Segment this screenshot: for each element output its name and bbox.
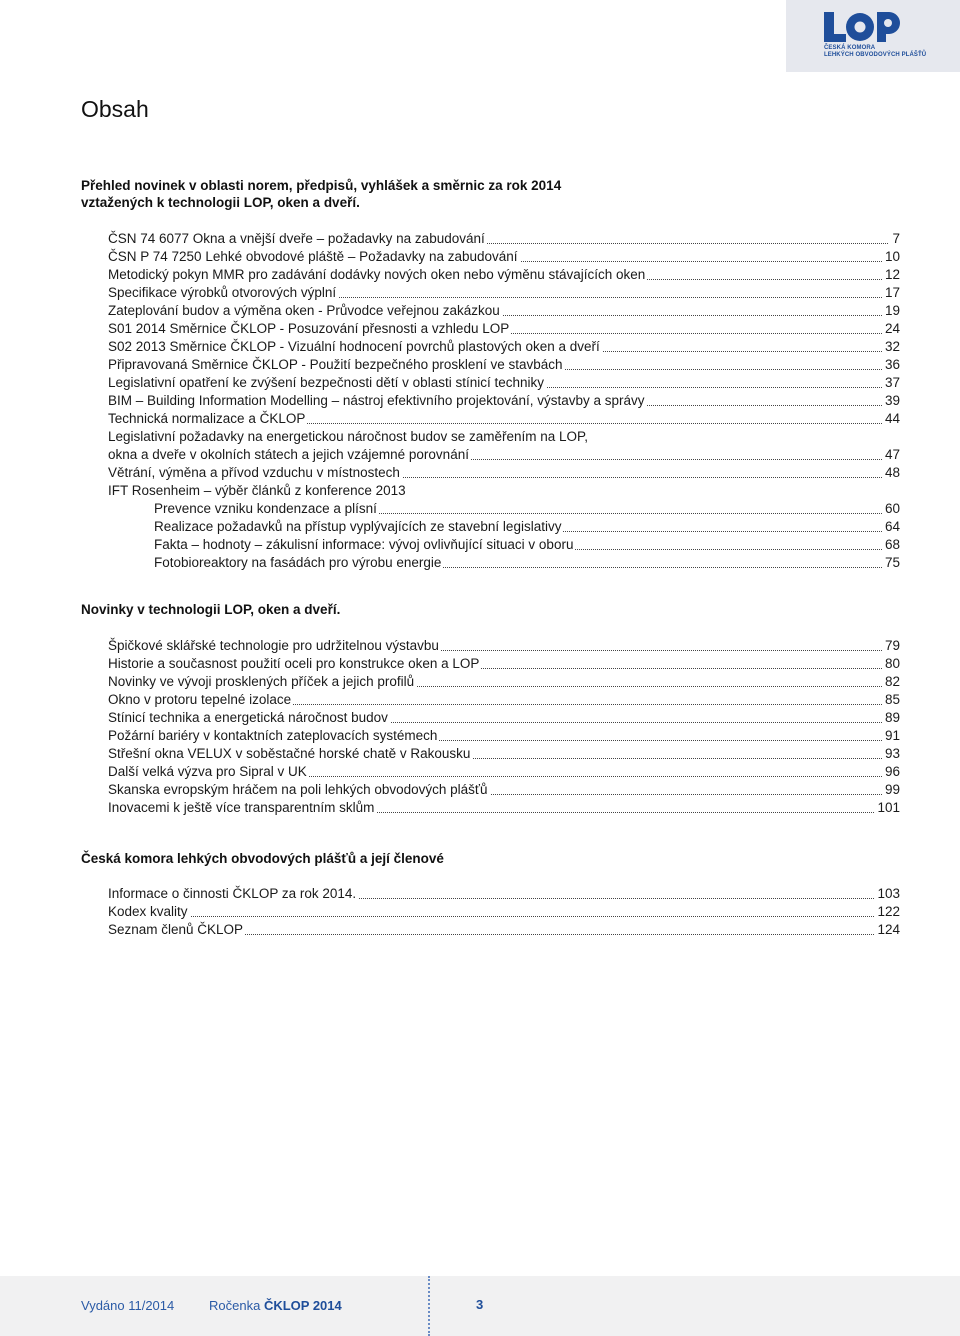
toc-entry-page: 7 [889, 230, 900, 248]
toc-entry-page: 36 [882, 356, 900, 374]
toc-entry-title: Prevence vzniku kondenzace a plísní [154, 501, 377, 516]
toc-entry-title: Inovacemi k ještě více transparentním sklům [108, 800, 375, 815]
toc-entry-title: Zateplování budov a výměna oken - Průvodce veřejnou zakázkou [108, 303, 500, 318]
toc-entry-title: Specifikace výrobků otvorových výplní [108, 285, 337, 300]
toc-entry-page: 68 [882, 536, 900, 554]
toc-entry[interactable] [108, 536, 900, 554]
cklop-logo [786, 0, 960, 72]
toc-entry-page: 124 [874, 921, 900, 939]
toc-entry-title: Metodický pokyn MMR pro zadávání dodávky nových oken nebo výměnu stávajících oken [108, 267, 646, 282]
toc-entry-title: Kodex kvality [108, 904, 188, 919]
toc-entry[interactable] [108, 374, 900, 392]
toc-entry[interactable] [108, 763, 900, 781]
toc-entry-title: Realizace požadavků na přístup vyplývajících ze stavební legislativy [154, 519, 562, 534]
toc-entry-page: 37 [882, 374, 900, 392]
section-heading-news-standards: Přehled novinek v oblasti norem, předpisů, vyhlášek a směrnic za rok 2014 vztažených k technologii LOP, oken a dveří. [81, 178, 562, 210]
toc-entry[interactable] [108, 410, 900, 428]
toc-entry-page: 32 [882, 338, 900, 356]
toc-entry-page: 10 [882, 248, 900, 266]
toc-entry-page: 101 [874, 799, 900, 817]
toc-list-chamber [108, 885, 900, 939]
toc-entry-title: ČSN P 74 7250 Lehké obvodové pláště – Požadavky na zabudování [108, 249, 518, 264]
toc-entry-page: 93 [882, 745, 900, 763]
toc-entry[interactable] [108, 266, 900, 284]
toc-entry[interactable] [108, 230, 900, 248]
toc-list-standards [108, 230, 900, 572]
toc-entry-title: Střešní okna VELUX v soběstačné horské chatě v Rakousku [108, 746, 471, 761]
toc-entry-page: 24 [882, 320, 900, 338]
toc-entry[interactable] [108, 284, 900, 302]
toc-entry-title: Seznam členů ČKLOP [108, 922, 244, 937]
toc-entry-title: Další velká výzva pro Sipral v UK [108, 764, 307, 779]
toc-entry-title: S02 2013 Směrnice ČKLOP - Vizuální hodnocení povrchů plastových oken a dveří [108, 339, 600, 354]
toc-entry[interactable] [108, 921, 900, 939]
toc-entry[interactable] [108, 446, 900, 464]
toc-entry-page: 75 [882, 554, 900, 572]
toc-entry-title: Skanska evropským hráčem na poli lehkých obvodových plášťů [108, 782, 488, 797]
toc-entry[interactable] [108, 248, 900, 266]
toc-entry[interactable] [108, 500, 900, 518]
toc-entry-page: 99 [882, 781, 900, 799]
toc-entry[interactable] [108, 320, 900, 338]
toc-entry-title: ČSN 74 6077 Okna a vnější dveře – požadavky na zabudování [108, 231, 485, 246]
toc-entry[interactable] [108, 356, 900, 374]
toc-entry-title: Okno v protoru tepelné izolace [108, 692, 292, 707]
toc-entry[interactable] [108, 885, 900, 903]
toc-entry-title: Informace o činnosti ČKLOP za rok 2014. [108, 886, 357, 901]
logo-subtitle: ČESKÁ KOMORA LEHKÝCH OBVODOVÝCH PLÁŠŤŮ [824, 45, 927, 58]
toc-entry-title: okna a dveře v okolních státech a jejich vzájemné porovnání [108, 447, 469, 462]
toc-entry[interactable] [108, 392, 900, 410]
toc-entry[interactable] [108, 554, 900, 572]
toc-entry[interactable] [108, 903, 900, 921]
lop-logo-mark [822, 10, 902, 44]
toc-entry-page: 12 [882, 266, 900, 284]
section-heading-technology-news: Novinky v technologii LOP, oken a dveří. [81, 602, 341, 617]
toc-entry-page: 60 [882, 500, 900, 518]
toc-entry-title: Požární bariéry v kontaktních zateplovacích systémech [108, 728, 438, 743]
toc-entry-page: 82 [882, 673, 900, 691]
toc-entry-title: Legislativní požadavky na energetickou náročnost budov se zaměřením na LOP, [108, 429, 589, 444]
toc-entry[interactable] [108, 673, 900, 691]
toc-entry-page: 19 [882, 302, 900, 320]
toc-entry-title: Stínicí technika a energetická náročnost budov [108, 710, 388, 725]
toc-entry-title: Fakta – hodnoty – zákulisní informace: vývoj ovlivňující situaci v oboru [154, 537, 574, 552]
toc-entry[interactable] [108, 691, 900, 709]
toc-entry[interactable] [108, 302, 900, 320]
toc-entry[interactable] [108, 428, 900, 446]
page-footer [0, 1276, 960, 1336]
toc-entry-title: Novinky ve vývoji prosklených příček a jejich profilů [108, 674, 415, 689]
toc-entry[interactable] [108, 727, 900, 745]
toc-entry-title: S01 2014 Směrnice ČKLOP - Posuzování přesnosti a vzhledu LOP [108, 321, 510, 336]
toc-entry[interactable] [108, 637, 900, 655]
toc-entry-page: 44 [882, 410, 900, 428]
toc-entry-title: Historie a současnost použití oceli pro konstrukce oken a LOP [108, 656, 480, 671]
toc-entry-page: 17 [882, 284, 900, 302]
page-number: 3 [476, 1297, 484, 1312]
toc-entry-page: 96 [882, 763, 900, 781]
toc-entry-page: 91 [882, 727, 900, 745]
yearbook-title: Ročenka ČKLOP 2014 [209, 1298, 342, 1313]
toc-entry[interactable] [108, 655, 900, 673]
toc-entry[interactable] [108, 709, 900, 727]
toc-entry-title: IFT Rosenheim – výběr článků z konference 2013 [108, 483, 406, 498]
toc-entry[interactable] [108, 799, 900, 817]
toc-entry-title: Technická normalizace a ČKLOP [108, 411, 306, 426]
toc-entry[interactable] [108, 518, 900, 536]
toc-entry-page: 79 [882, 637, 900, 655]
toc-entry[interactable] [108, 745, 900, 763]
page-title: Obsah [81, 96, 149, 122]
toc-entry-title: Špičkové sklářské technologie pro udržitelnou výstavbu [108, 638, 439, 653]
toc-entry[interactable] [108, 482, 900, 500]
toc-entry-page: 85 [882, 691, 900, 709]
toc-entry-page: 47 [882, 446, 900, 464]
toc-entry-page: 89 [882, 709, 900, 727]
section-heading-chamber: Česká komora lehkých obvodových plášťů a její členové [81, 851, 444, 866]
toc-entry[interactable] [108, 338, 900, 356]
toc-entry-title: BIM – Building Information Modelling – nástroj efektivního projektování, výstavby a správy [108, 393, 645, 408]
toc-entry[interactable] [108, 464, 900, 482]
toc-entry-title: Větrání, výměna a přívod vzduchu v místnostech [108, 465, 400, 480]
toc-entry-page: 48 [882, 464, 900, 482]
toc-entry-page: 39 [882, 392, 900, 410]
toc-entry[interactable] [108, 781, 900, 799]
issue-date: Vydáno 11/2014 [81, 1298, 175, 1313]
toc-entry-page: 80 [882, 655, 900, 673]
toc-entry-title: Legislativní opatření ke zvýšení bezpečnosti dětí v oblasti stínicí techniky [108, 375, 544, 390]
footer-divider [428, 1276, 430, 1336]
toc-entry-title: Fotobioreaktory na fasádách pro výrobu energie [154, 555, 442, 570]
toc-list-technology [108, 637, 900, 817]
toc-entry-page: 64 [882, 518, 900, 536]
toc-entry-page: 122 [874, 903, 900, 921]
toc-entry-page: 103 [874, 885, 900, 903]
toc-entry-title: Připravovaná Směrnice ČKLOP - Použití bezpečného prosklení ve stavbách [108, 357, 563, 372]
